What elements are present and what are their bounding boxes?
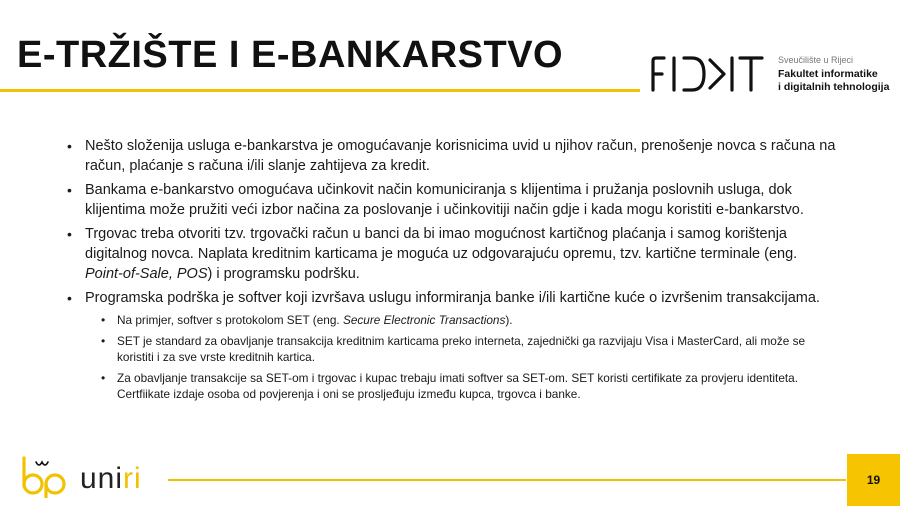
bullet-item: • Nešto složenija usluga e-bankarstva je omogućavanje korisnicima uvid u njihov račun, prenošenje novca s računa na račun, plaćanje s računa i/ili slanje zahtijeva za kredit. bbox=[66, 136, 836, 176]
bullet-item: • Trgovac treba otvoriti tzv. trgovački račun u banci da bi imao mogućnost kartičnog plaćanja i samog korištenja digitalnog novca. Naplata kreditnim karticama je moguća uz odgovarajuću opremu, tzv. kartične terminale (eng. Point-of-Sale, POS) i programsku podršku. bbox=[66, 224, 836, 284]
sub-bullet-item: • SET je standard za obavljanje transakcija kreditnim karticama preko interneta, zajednički ga razvijaju Visa i MasterCard, ali može se koristiti i za sve vrste kreditnih kartica. bbox=[101, 333, 836, 365]
bullet-item: • Bankama e-bankarstvo omogućava učinkovit način komuniciranja s klijentima i pružanja poslovnih usluga, dok klijentima može pružiti veći izbor načina za poslovanje i učinkovitiji način gdje i kada mogu koristiti e-bankarstvo. bbox=[66, 180, 836, 220]
institution-line-2: Fakultet informatike bbox=[778, 68, 878, 80]
sub-bullet-list bbox=[101, 312, 836, 402]
footer-divider bbox=[168, 479, 846, 481]
sub-bullet-item: • Za obavljanje transakcije sa SET-om i trgovac i kupac trebaju imati softver sa SET-om. SET koristi certifikate za provjeru identiteta. Certfiikate izdaje osoba od povjerenja i oni se prosljeđuju između kupca, trgovca i banke. bbox=[101, 370, 836, 402]
bp-logo bbox=[20, 456, 66, 498]
title-divider bbox=[0, 89, 640, 92]
bullet-list bbox=[66, 136, 836, 402]
bp-logo-text: bp bbox=[20, 456, 22, 457]
fidit-logo bbox=[650, 54, 766, 94]
uniri-logo: uniri bbox=[80, 462, 142, 495]
fidit-logo-text: FIDIT bbox=[650, 54, 653, 55]
sub-bullet-item: • Na primjer, softver s protokolom SET (eng. Secure Electronic Transactions). bbox=[101, 312, 836, 328]
page-number: 19 bbox=[866, 473, 881, 487]
institution-faculty bbox=[778, 68, 889, 94]
bullet-item: • Programska podrška je softver koji izvršava uslugu informiranja banke i/ili kartične kuće o izvršenim transakcijama. • Na primjer, softver s protokolom SET (eng. Secure Electronic Transactions). • SET je standard za obavljanje transakcija kreditnim karticama preko interneta, zajednički ga razvijaju Visa i MasterCard, ali može se koristiti i za sve vrste kreditnih kartica. • Za obavljanje transakcije sa SET-om i trgovac i kupac trebaju imati softver sa SET-om. SET koristi certifikate za provjeru identiteta. Certfiikate izdaje osoba od povjerenja i oni se prosljeđuju između kupca, trgovca i banke. bbox=[66, 288, 836, 402]
institution-university: Sveučilište u Rijeci bbox=[778, 55, 854, 65]
institution-line-3: i digitalnih tehnologija bbox=[778, 81, 890, 93]
slide-content bbox=[66, 136, 836, 407]
slide-title: E-TRŽIŠTE I E-BANKARSTVO bbox=[17, 34, 564, 76]
